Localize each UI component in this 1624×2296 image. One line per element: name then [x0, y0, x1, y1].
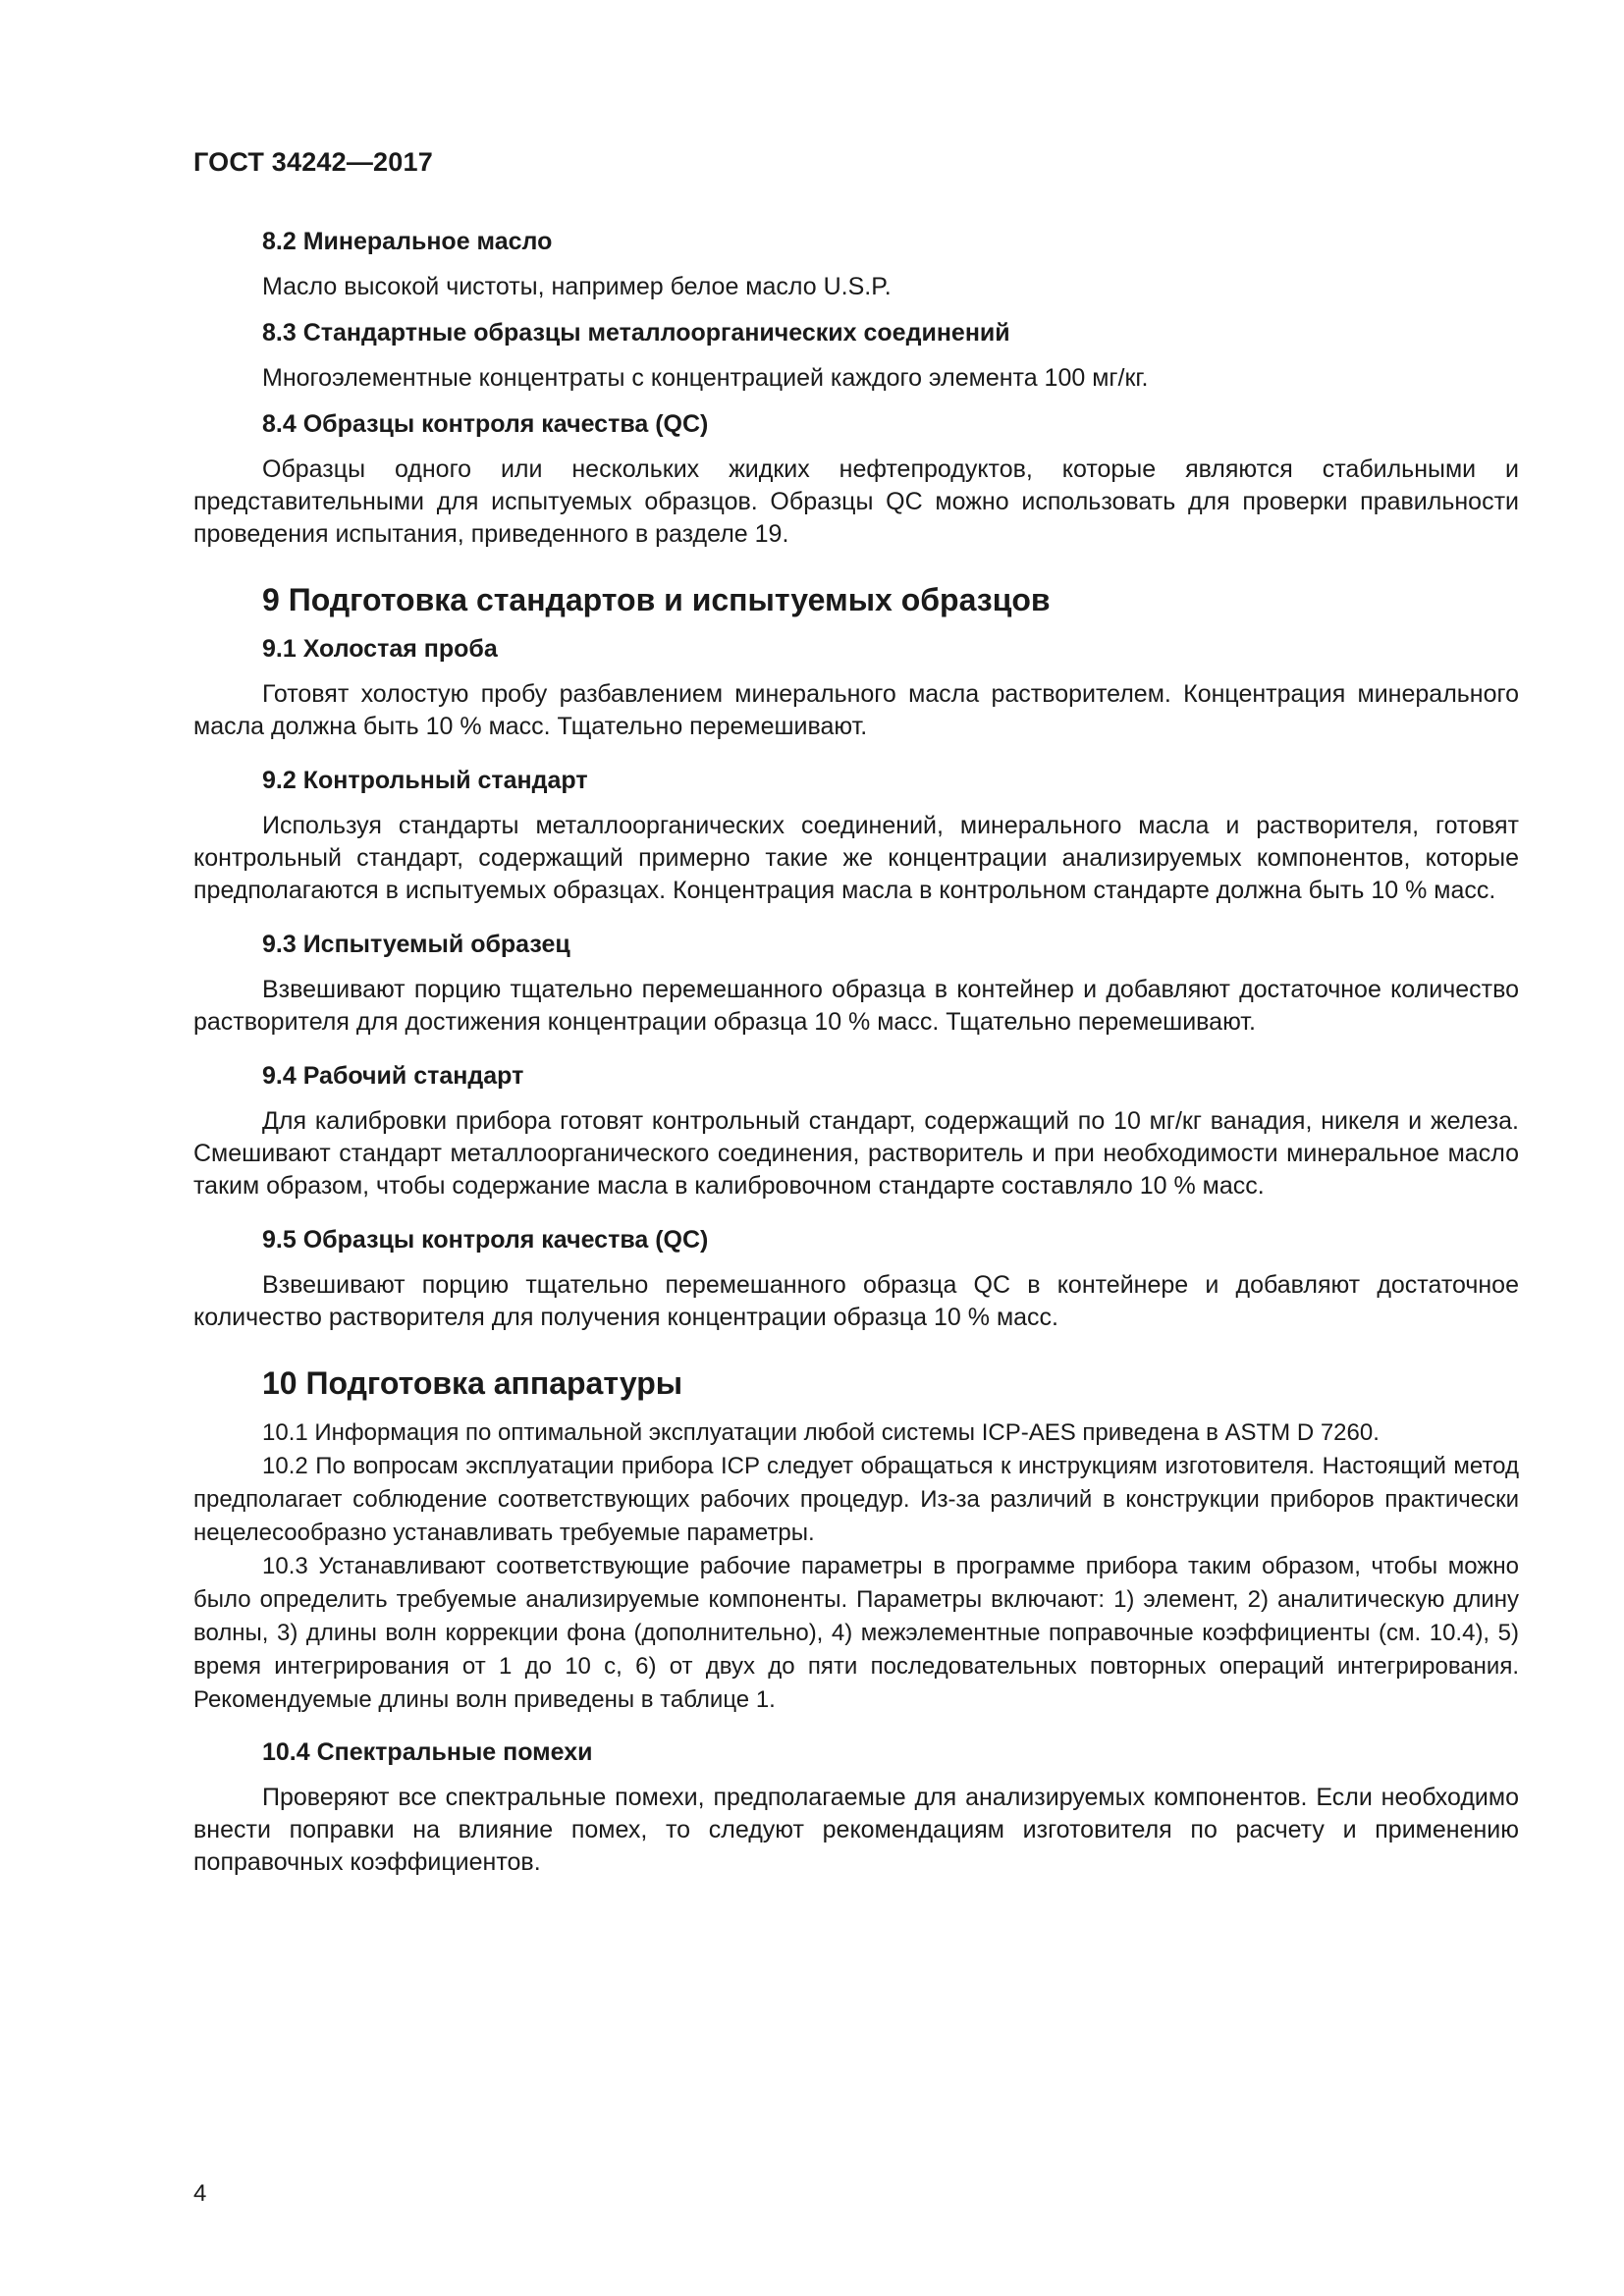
section-title-8-4: 8.4 Образцы контроля качества (QC)	[262, 410, 709, 438]
page-number: 4	[193, 2180, 207, 2207]
section-title-9-4: 9.4 Рабочий стандарт	[262, 1062, 524, 1090]
paragraph-9-2: Используя стандарты металлоорганических соединений, минерального масла и растворителя, готовят контрольный стандарт, содержащий примерно такие же концентрации анализируемых компонентов, которые предполагаются в испытуемых образцах. Концентрация масла в контрольном стандарте должна быть 10 % масс.	[193, 812, 1519, 904]
paragraph-10-2: 10.2 По вопросам эксплуатации прибора ICP следует обращаться к инструкциям изготовителя. Настоящий метод предполагает соблюдение соответствующих рабочих процедур. Из-за различий в конструкции приборов практически нецелесообразно устанавливать требуемые параметры.	[193, 1453, 1519, 1546]
paragraph-10-3: 10.3 Устанавливают соответствующие рабочие параметры в программе прибора таким образом, чтобы можно было определить требуемые анализируемые компоненты. Параметры включают: 1) элемент, 2) аналитическую длину волны, 3) длины волн коррекции фона (дополнительно), 4) межэлементные поправочные коэффициенты (см. 10.4), 5) время интегрирования от 1 до 10 с, 6) от двух до пяти последовательных повторных операций интегрирования. Рекомендуемые длины волн приведены в таблице 1.	[193, 1553, 1519, 1713]
section-title-9-2: 9.2 Контрольный стандарт	[262, 767, 588, 794]
section-title-10-4: 10.4 Спектральные помехи	[262, 1738, 593, 1766]
paragraph-9-5: Взвешивают порцию тщательно перемешанного образца QC в контейнере и добавляют достаточное количество растворителя для получения концентрации образца 10 % масс.	[193, 1271, 1519, 1331]
section-title-8-2: 8.2 Минеральное масло	[262, 228, 553, 255]
heading-9: 9 Подготовка стандартов и испытуемых образцов	[262, 582, 1051, 617]
document-header: ГОСТ 34242—2017	[193, 147, 433, 177]
paragraph-8-3: Многоэлементные концентраты с концентрацией каждого элемента 100 мг/кг.	[262, 364, 1149, 392]
paragraph-10-4: Проверяют все спектральные помехи, предполагаемые для анализируемых компонентов. Если необходимо внести поправки на влияние помех, то следуют рекомендациям изготовителя по расчету и применению поправочных коэффициентов.	[193, 1784, 1519, 1876]
section-title-9-5: 9.5 Образцы контроля качества (QC)	[262, 1226, 709, 1254]
section-title-9-3: 9.3 Испытуемый образец	[262, 931, 570, 958]
document-body	[193, 201, 1519, 1879]
section-title-8-3: 8.3 Стандартные образцы металлоорганических соединений	[262, 319, 1010, 347]
section-title-9-1: 9.1 Холостая проба	[262, 635, 498, 663]
paragraph-8-2: Масло высокой чистоты, например белое масло U.S.P.	[262, 273, 892, 300]
paragraph-9-3: Взвешивают порцию тщательно перемешанного образца в контейнер и добавляют достаточное количество растворителя для достижения концентрации образца 10 % масс. Тщательно перемешивают.	[193, 976, 1519, 1036]
paragraph-9-1: Готовят холостую пробу разбавлением минерального масла растворителем. Концентрация минерального масла должна быть 10 % масс. Тщательно перемешивают.	[193, 680, 1519, 740]
paragraph-10-1: 10.1 Информация по оптимальной эксплуатации любой системы ICP-AES приведена в ASTM D 7260.	[262, 1419, 1380, 1446]
paragraph-9-4: Для калибровки прибора готовят контрольный стандарт, содержащий по 10 мг/кг ванадия, никеля и железа. Смешивают стандарт металлоорганического соединения, растворитель и при необходимости минеральное масло таким образом, чтобы содержание масла в калибровочном стандарте составляло 10 % масс.	[193, 1107, 1519, 1200]
heading-10: 10 Подготовка аппаратуры	[262, 1365, 683, 1401]
paragraph-8-4: Образцы одного или нескольких жидких нефтепродуктов, которые являются стабильными и представительными для испытуемых образцов. Образцы QC можно использовать для проверки правильности проведения испытания, приведенного в разделе 19.	[193, 455, 1519, 548]
